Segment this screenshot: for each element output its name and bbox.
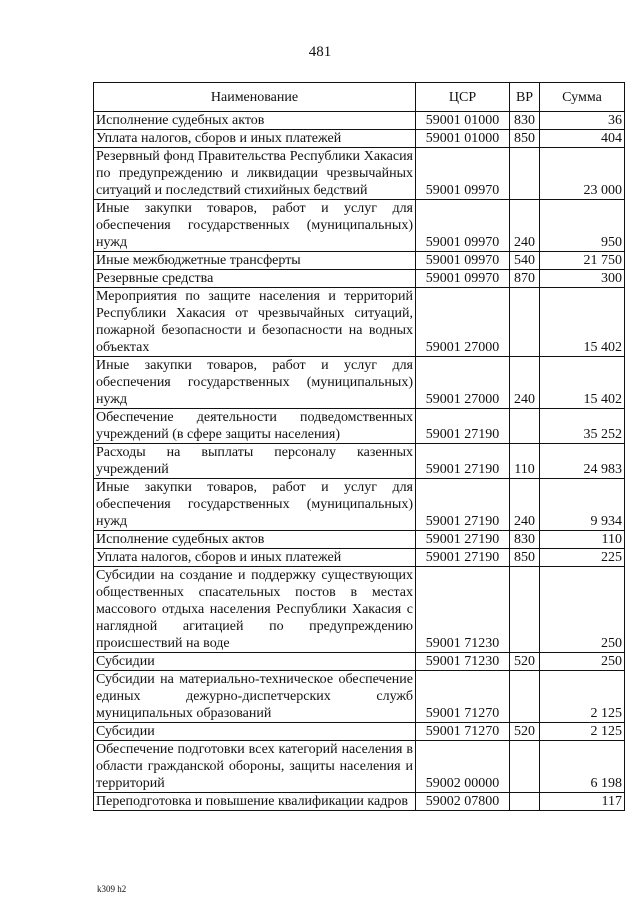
cell-name: Обеспечение подготовки всех категорий населения в области гражданской обороны, защиты населения и территорий [94,741,416,793]
cell-vr: 240 [510,479,540,531]
cell-vr [510,288,540,357]
cell-name: Субсидии [94,653,416,671]
cell-sum: 250 [540,653,625,671]
table-row [94,270,625,288]
table-row [94,549,625,567]
table-row [94,723,625,741]
cell-code: 59001 27190 [416,531,510,549]
cell-name: Иные закупки товаров, работ и услуг для обеспечения государственных (муниципальных) нужд [94,357,416,409]
cell-vr: 830 [510,112,540,130]
cell-name: Резервный фонд Правительства Республики Хакасия по предупреждению и ликвидации чрезвычайных ситуаций и последствий стихийных бедствий [94,148,416,200]
cell-name: Исполнение судебных актов [94,112,416,130]
cell-code: 59001 71230 [416,567,510,653]
cell-vr [510,793,540,811]
table-row [94,252,625,270]
cell-code: 59001 09970 [416,148,510,200]
cell-sum: 950 [540,200,625,252]
cell-sum: 225 [540,549,625,567]
cell-vr: 850 [510,130,540,148]
cell-code: 59001 27190 [416,479,510,531]
cell-sum: 36 [540,112,625,130]
cell-name: Уплата налогов, сборов и иных платежей [94,130,416,148]
header-name: Наименование [94,83,416,112]
cell-sum: 21 750 [540,252,625,270]
cell-code: 59001 71230 [416,653,510,671]
cell-code: 59001 27000 [416,288,510,357]
table-row [94,357,625,409]
cell-name: Переподготовка и повышение квалификации кадров [94,793,416,811]
cell-code: 59001 27190 [416,444,510,479]
budget-table [93,82,625,811]
cell-code: 59002 07800 [416,793,510,811]
cell-code: 59001 27190 [416,409,510,444]
cell-code: 59001 09970 [416,200,510,252]
header-code: ЦСР [416,83,510,112]
header-vr: ВР [510,83,540,112]
cell-vr: 110 [510,444,540,479]
cell-code: 59001 27190 [416,549,510,567]
cell-sum: 15 402 [540,357,625,409]
cell-sum: 23 000 [540,148,625,200]
cell-name: Мероприятия по защите населения и территорий Республики Хакасия от чрезвычайных ситуаций, пожарной безопасности и безопасности на водных объектах [94,288,416,357]
cell-sum: 2 125 [540,723,625,741]
cell-name: Обеспечение деятельности подведомственных учреждений (в сфере защиты населения) [94,409,416,444]
cell-vr: 870 [510,270,540,288]
cell-vr: 240 [510,200,540,252]
cell-sum: 15 402 [540,288,625,357]
table-row [94,288,625,357]
cell-sum: 2 125 [540,671,625,723]
cell-vr: 830 [510,531,540,549]
header-sum: Сумма [540,83,625,112]
cell-vr [510,567,540,653]
header-row [94,83,625,112]
table-row [94,479,625,531]
cell-sum: 300 [540,270,625,288]
table-row [94,531,625,549]
cell-vr [510,409,540,444]
cell-name: Резервные средства [94,270,416,288]
cell-name: Иные закупки товаров, работ и услуг для обеспечения государственных (муниципальных) нужд [94,479,416,531]
cell-code: 59001 01000 [416,112,510,130]
table-row [94,409,625,444]
cell-name: Исполнение судебных актов [94,531,416,549]
cell-code: 59001 01000 [416,130,510,148]
footer-code: k309 h2 [97,884,127,894]
cell-sum: 35 252 [540,409,625,444]
table-row [94,653,625,671]
cell-name: Расходы на выплаты персоналу казенных учреждений [94,444,416,479]
cell-name: Иные межбюджетные трансферты [94,252,416,270]
table-row [94,148,625,200]
cell-name: Субсидии на материально-техническое обеспечение единых дежурно-диспетчерских служб муниципальных образований [94,671,416,723]
cell-name: Иные закупки товаров, работ и услуг для обеспечения государственных (муниципальных) нужд [94,200,416,252]
cell-code: 59001 71270 [416,671,510,723]
cell-code: 59001 09970 [416,252,510,270]
table-row [94,741,625,793]
cell-code: 59002 00000 [416,741,510,793]
table-row [94,444,625,479]
cell-sum: 404 [540,130,625,148]
cell-code: 59001 27000 [416,357,510,409]
cell-vr [510,741,540,793]
cell-name: Уплата налогов, сборов и иных платежей [94,549,416,567]
table-row [94,793,625,811]
cell-vr: 520 [510,653,540,671]
cell-vr: 240 [510,357,540,409]
cell-vr: 850 [510,549,540,567]
cell-sum: 9 934 [540,479,625,531]
table-header [94,83,625,112]
table-row [94,112,625,130]
cell-sum: 117 [540,793,625,811]
cell-vr: 540 [510,252,540,270]
page-number: 481 [308,44,332,60]
table-row [94,200,625,252]
cell-vr [510,671,540,723]
cell-name: Субсидии на создание и поддержку существующих общественных спасательных постов в местах массового отдыха населения Республики Хакасия с наглядной агитацией по предупреждению происшествий на воде [94,567,416,653]
cell-name: Субсидии [94,723,416,741]
cell-sum: 110 [540,531,625,549]
cell-code: 59001 09970 [416,270,510,288]
cell-sum: 24 983 [540,444,625,479]
table-row [94,130,625,148]
cell-vr: 520 [510,723,540,741]
table-row [94,567,625,653]
cell-vr [510,148,540,200]
cell-sum: 6 198 [540,741,625,793]
table-row [94,671,625,723]
cell-sum: 250 [540,567,625,653]
table-body [94,112,625,811]
cell-code: 59001 71270 [416,723,510,741]
